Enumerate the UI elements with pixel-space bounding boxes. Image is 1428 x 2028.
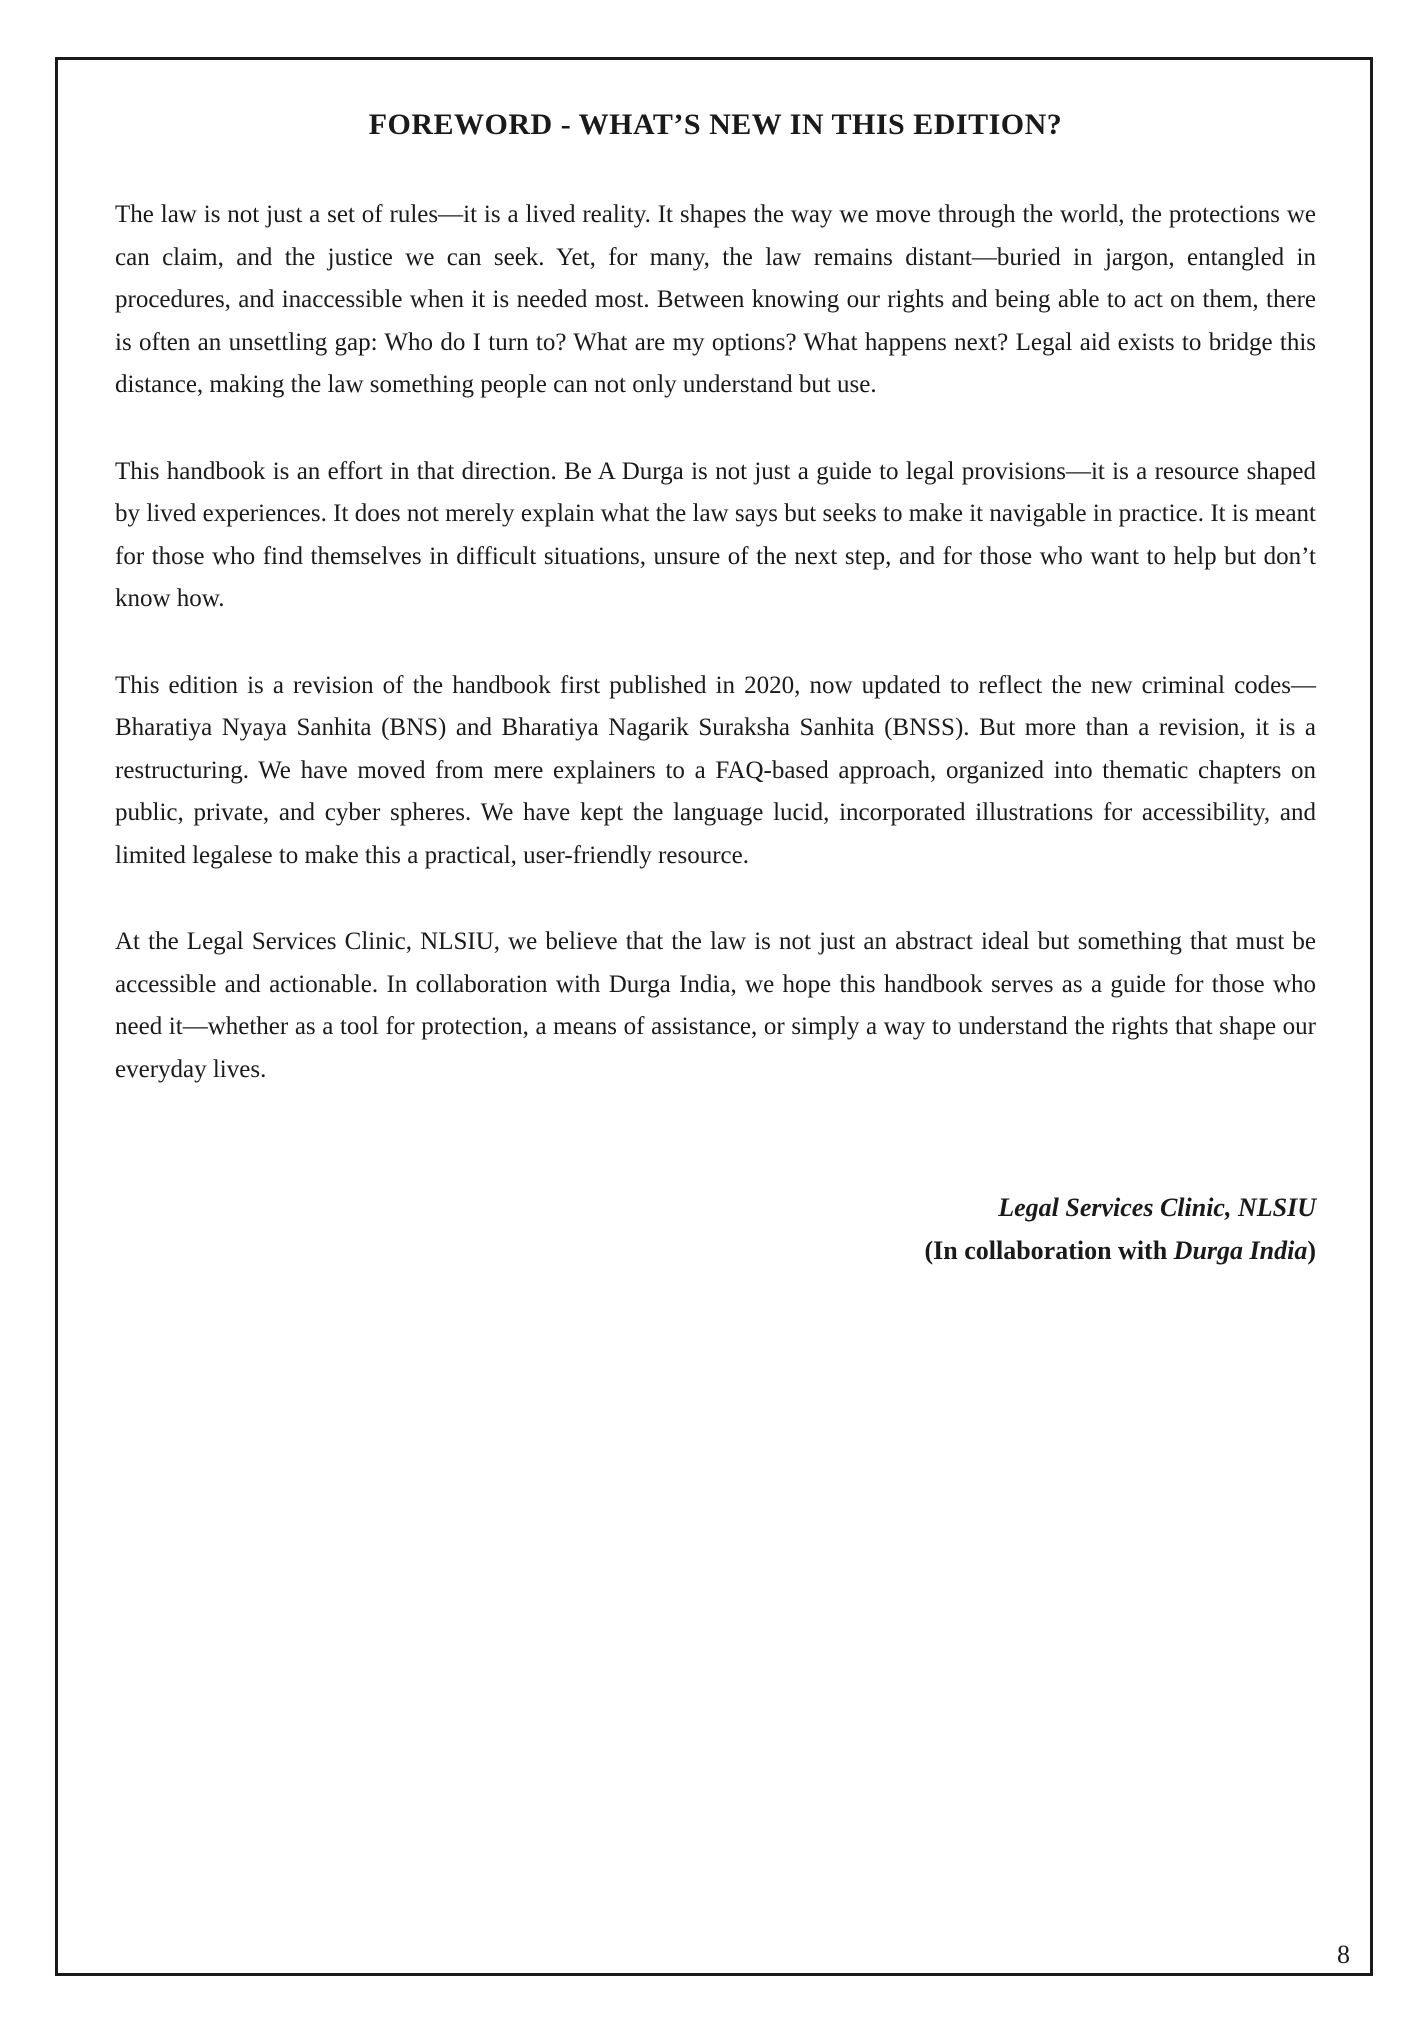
- signature-org: Legal Services Clinic, NLSIU: [998, 1193, 1316, 1222]
- page-number: 8: [1337, 1940, 1350, 1969]
- foreword-paragraph-1: The law is not just a set of rules—it is a lived reality. It shapes the way we move through the world, the protections we can claim, and the justice we can seek. Yet, for many, the law remains distant—buried in jargon, entangled in procedures, and inaccessible when it is needed most. Between knowing our rights and being able to act on them, there is often an unsettling gap: Who do I turn to? What are my options? What happens next? Legal aid exists to bridge this distance, making the law something people can not only understand but use.: [115, 201, 1316, 398]
- foreword-paragraph-2: This handbook is an effort in that direction. Be A Durga is not just a guide to legal provisions—it is a resource shaped by lived experiences. It does not merely explain what the law says but seeks to make it navigable in practice. It is meant for those who find themselves in difficult situations, unsure of the next step, and for those who want to help but don’t know how.: [115, 457, 1316, 612]
- signature-collab-prefix: (In collaboration with: [924, 1235, 1174, 1265]
- signature-block: [115, 1187, 1316, 1273]
- signature-collab-partner: Durga India: [1173, 1235, 1308, 1265]
- page-title: FOREWORD - WHAT’S NEW IN THIS EDITION?: [368, 108, 1063, 141]
- foreword-paragraph-4: At the Legal Services Clinic, NLSIU, we believe that the law is not just an abstract ideal but something that must be accessible and actionable. In collaboration with Durga India, we hope this handbook serves as a guide for those who need it—whether as a tool for protection, a means of assistance, or simply a way to understand the rights that shape our everyday lives.: [115, 928, 1316, 1083]
- foreword-paragraph-3: This edition is a revision of the handbook first published in 2020, now updated to reflect the new criminal codes—Bharatiya Nyaya Sanhita (BNS) and Bharatiya Nagarik Suraksha Sanhita (BNSS). But more than a revision, it is a restructuring. We have moved from mere explainers to a FAQ-based approach, organized into thematic chapters on public, private, and cyber spheres. We have kept the language lucid, incorporated illustrations for accessibility, and limited legalese to make this a practical, user-friendly resource.: [115, 671, 1316, 869]
- page-content: [115, 108, 1316, 1273]
- signature-collab-suffix: ): [1307, 1235, 1316, 1265]
- signature-collaboration: [115, 1230, 1316, 1273]
